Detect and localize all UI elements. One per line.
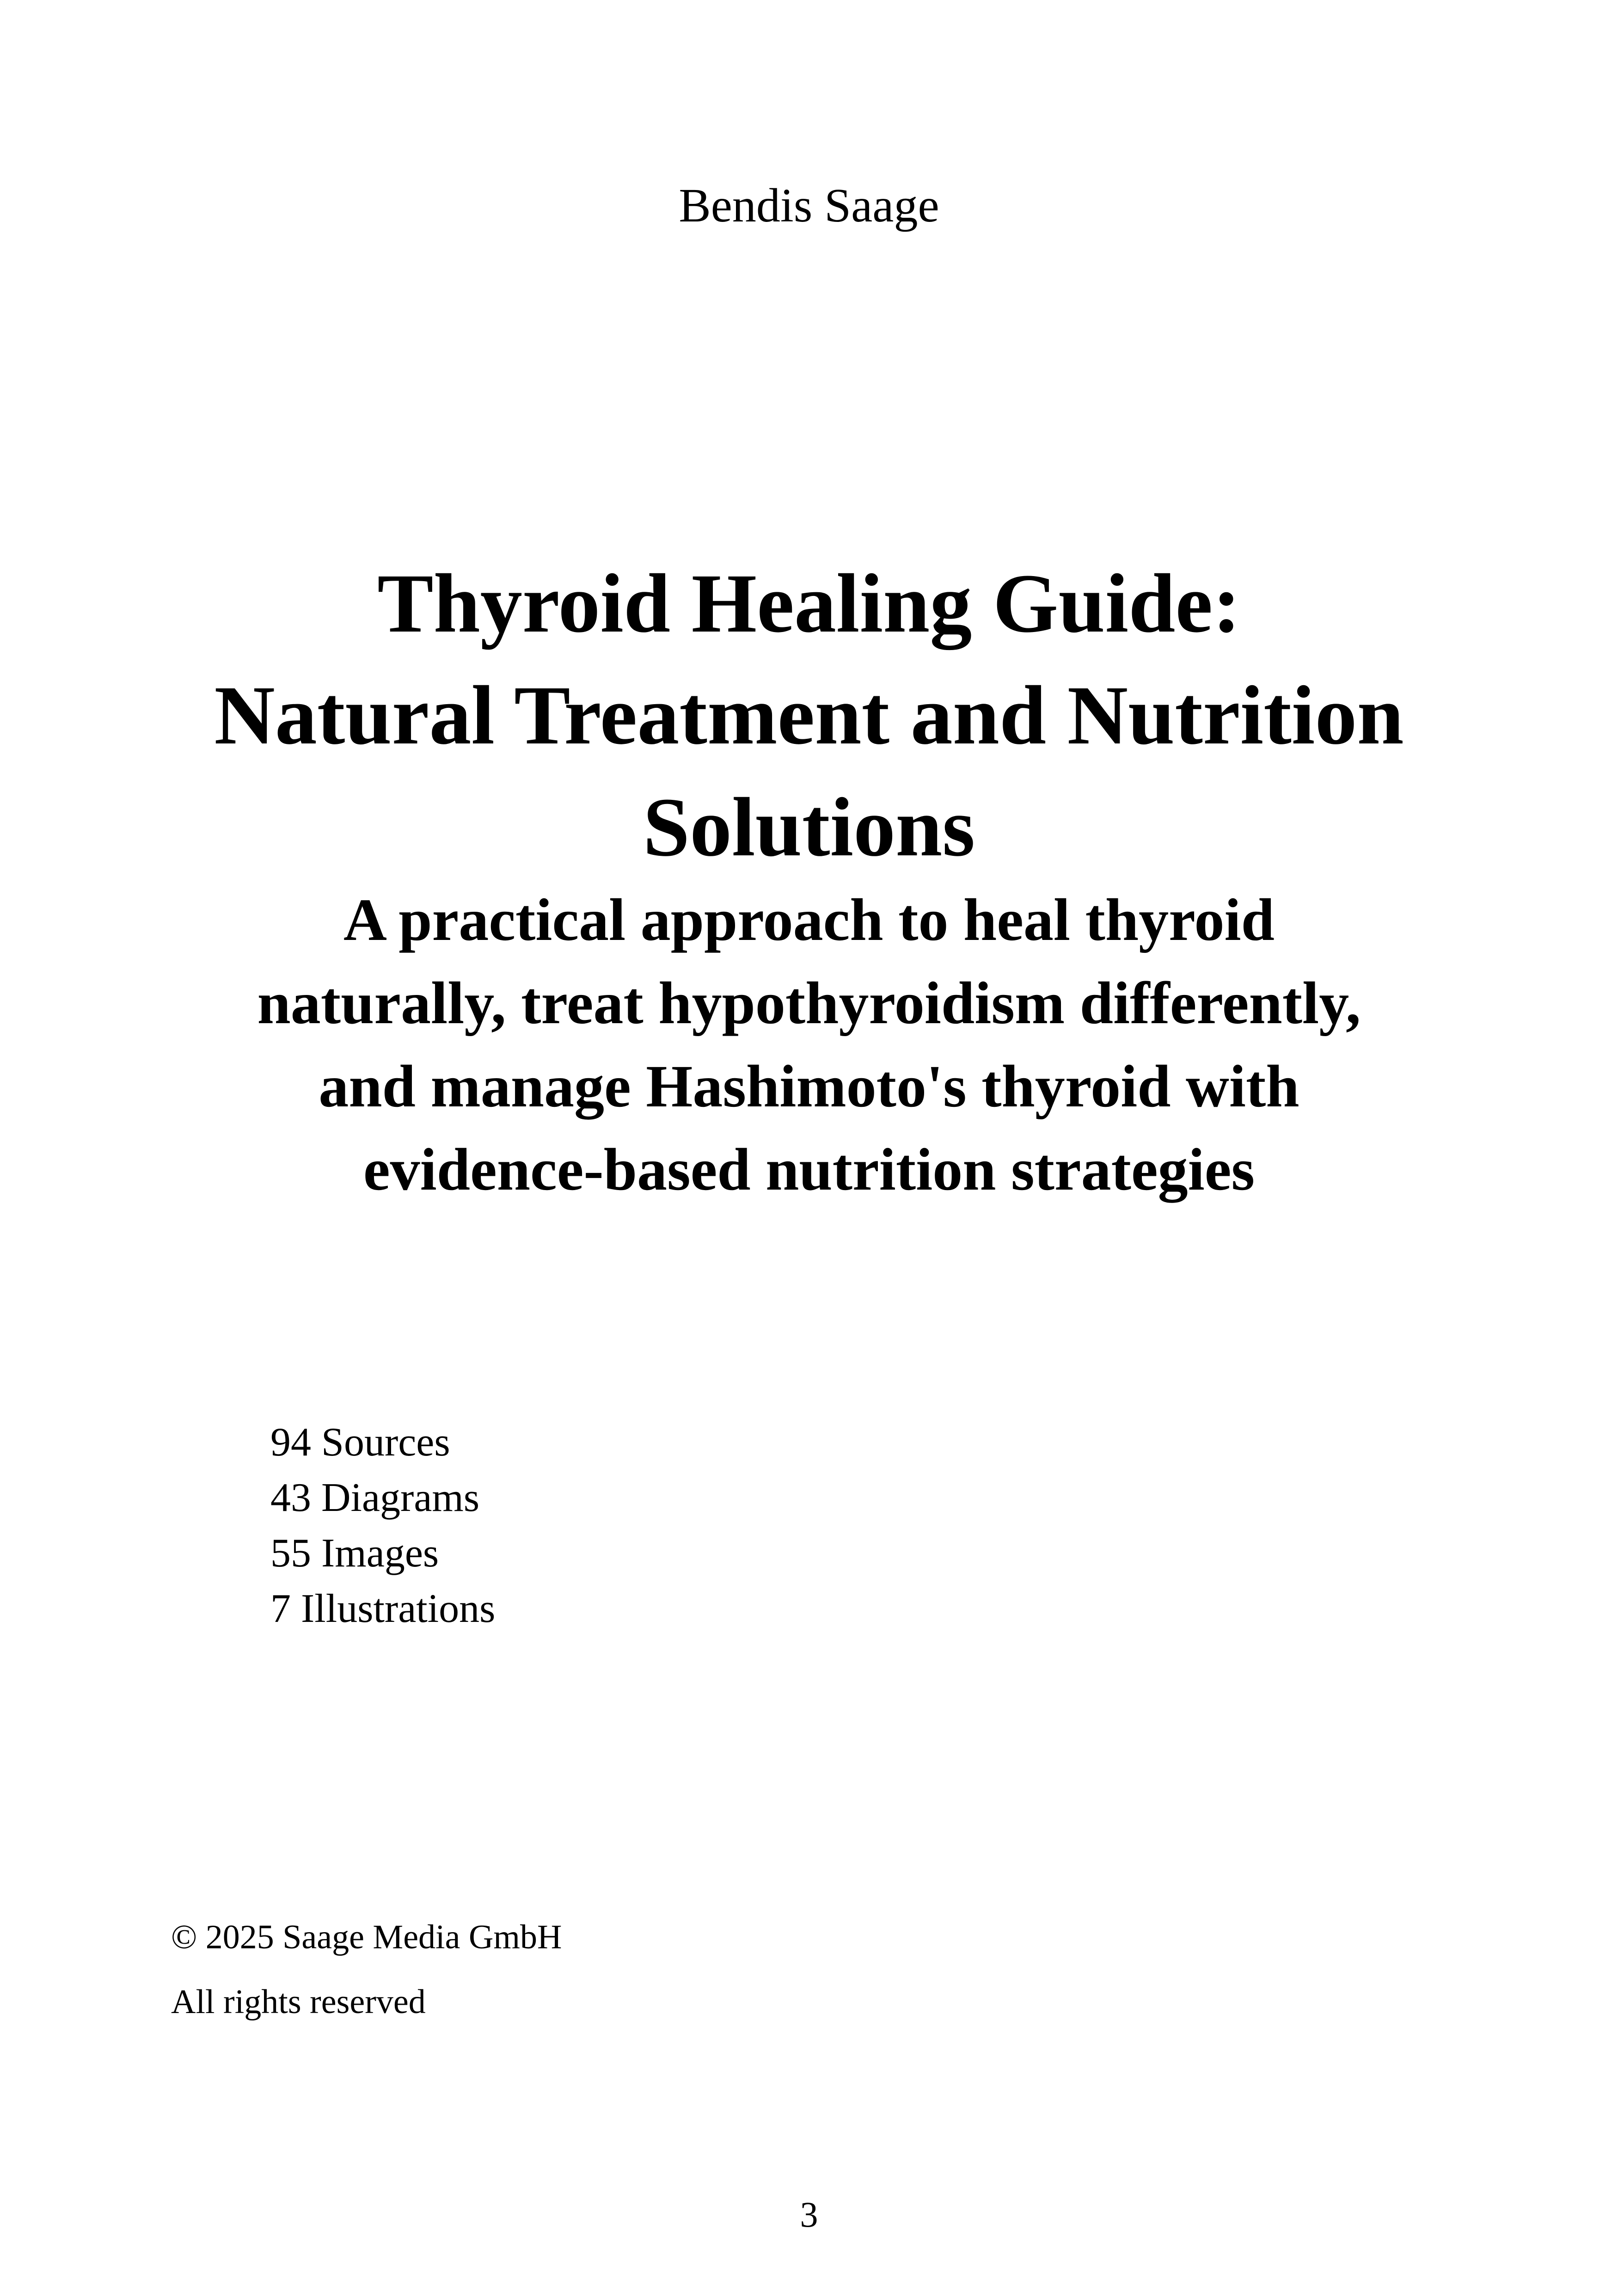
book-subtitle-line: naturally, treat hypothyroidism differently, [257, 970, 1361, 1037]
book-title-line: Natural Treatment and Nutrition [214, 669, 1404, 762]
page-number: 3 [800, 2194, 818, 2235]
stat-diagrams: 43 Diagrams [270, 1475, 480, 1520]
stat-illustrations: 7 Illustrations [270, 1586, 496, 1631]
book-title-line: Thyroid Healing Guide: [377, 557, 1241, 650]
rights-notice: All rights reserved [171, 1983, 426, 2021]
book-subtitle [116, 878, 1502, 1211]
book-subtitle-line: A practical approach to heal thyroid [343, 887, 1275, 953]
stat-images: 55 Images [270, 1531, 439, 1576]
copyright-notice: © 2025 Saage Media GmbH [171, 1918, 562, 1956]
book-stats-list [270, 1415, 495, 1637]
author-name: Bendis Saage [679, 179, 939, 232]
book-subtitle-line: and manage Hashimoto's thyroid with [319, 1053, 1299, 1120]
book-title [116, 548, 1502, 884]
stat-sources: 94 Sources [270, 1420, 450, 1465]
book-subtitle-line: evidence-based nutrition strategies [363, 1136, 1255, 1203]
book-title-line: Solutions [643, 781, 975, 874]
